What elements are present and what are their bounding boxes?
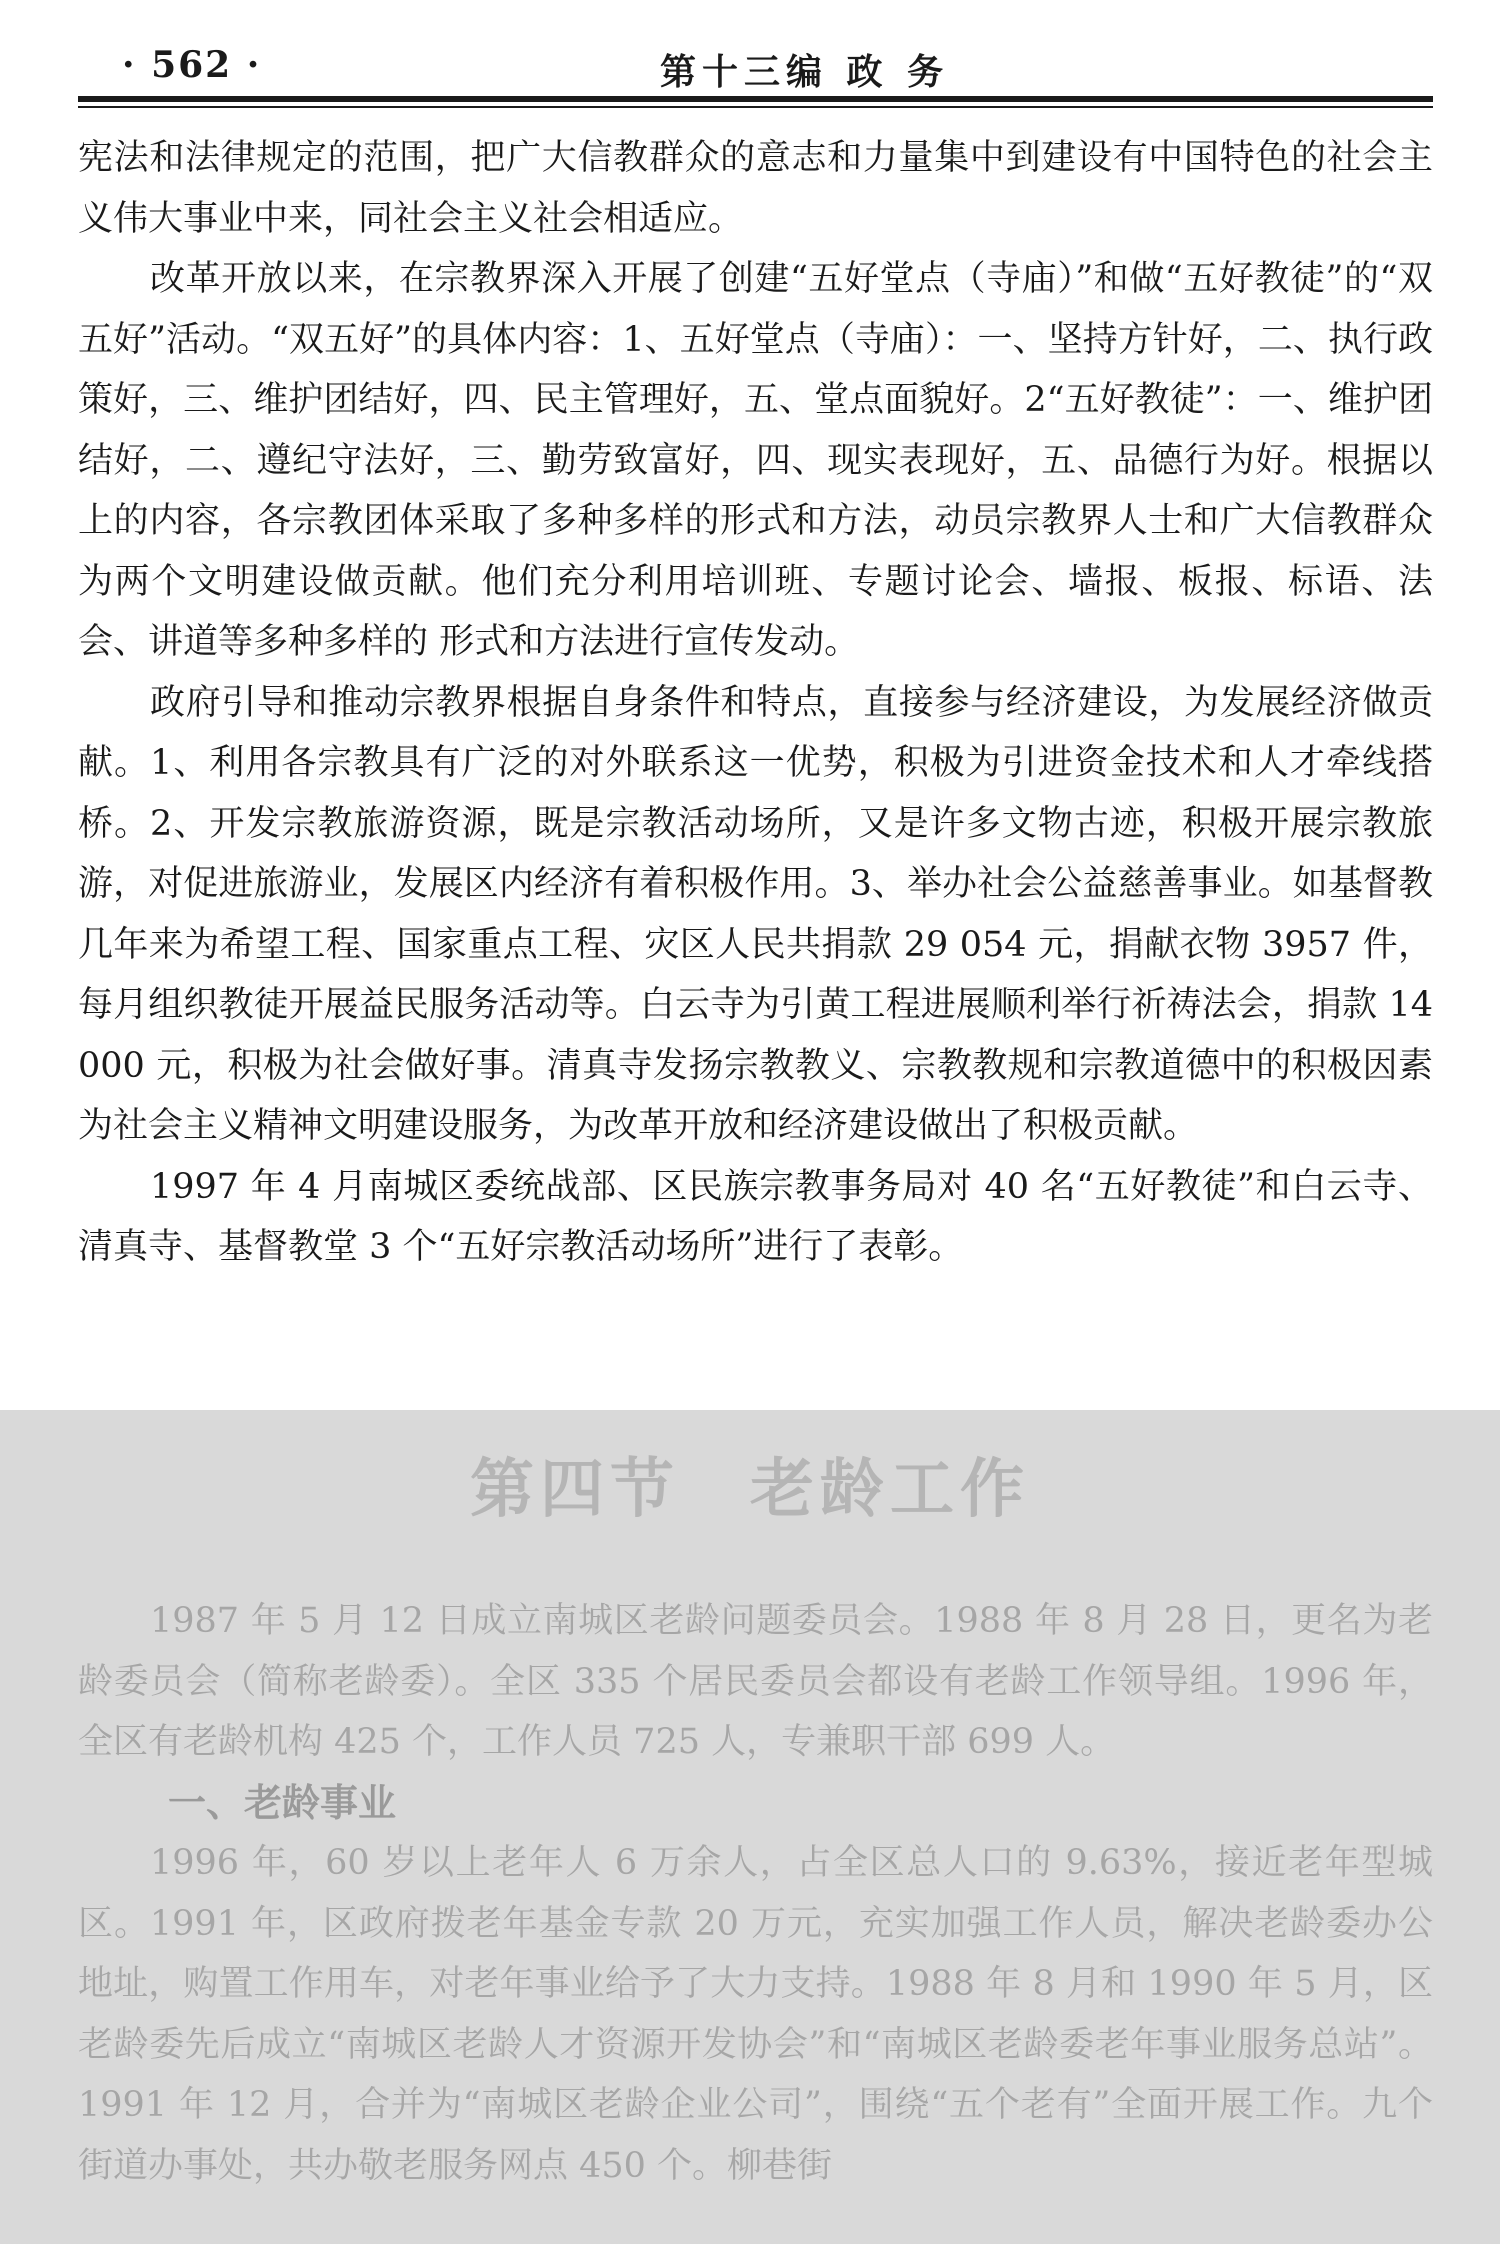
- paragraph: 1987 年 5 月 12 日成立南城区老龄问题委员会。1988 年 8 月 28 日，更名为老龄委员会（简称老龄委）。全区 335 个居民委员会都设有老龄工作领导组。1996 年，全区有老龄机构 425 个，工作人员 725 人，专兼职干部 699 人。: [78, 1601, 1433, 1762]
- page-number: · 562 ·: [122, 44, 262, 86]
- page-header: [78, 38, 1433, 96]
- paragraph: 1996 年，60 岁以上老年人 6 万余人，占全区总人口的 9.63%，接近老年型城区。1991 年，区政府拨老年基金专款 20 万元，充实加强工作人员，解决老龄委办公地址，购置工作用车，对老年事业给予了大力支持。1988 年 8 月和 1990 年 5 月，区老龄委先后成立“南城区老龄人才资源开发协会”和“南城区老龄委老年事业服务总站”。1991 年 12 月，合并为“南城区老龄企业公司”，围绕“五个老有”全面开展工作。九个街道办事处，共办敬老服务网点 450 个。柳巷街: [78, 1843, 1433, 2186]
- paragraph: 改革开放以来，在宗教界深入开展了创建“五好堂点（寺庙）”和做“五好教徒”的“双五好”活动。“双五好”的具体内容：1、五好堂点（寺庙）：一、坚持方针好，二、执行政策好，三、维护团结好，四、民主管理好，五、堂点面貌好。2“五好教徒”：一、维护团结好，二、遵纪守法好，三、勤劳致富好，四、现实表现好，五、品德行为好。根据以上的内容，各宗教团体采取了多种多样的形式和方法，动员宗教界人士和广大信教群众为两个文明建设做贡献。他们充分利用培训班、专题讨论会、墙报、板报、标语、法会、讲道等多种多样的 形式和方法进行宣传发动。: [78, 259, 1433, 662]
- paragraph: 政府引导和推动宗教界根据自身条件和特点，直接参与经济建设，为发展经济做贡献。1、利用各宗教具有广泛的对外联系这一优势，积极为引进资金技术和人才牵线搭桥。2、开发宗教旅游资源，既是宗教活动场所，又是许多文物古迹，积极开展宗教旅游，对促进旅游业，发展区内经济有着积极作用。3、举办社会公益慈善事业。如基督教几年来为希望工程、国家重点工程、灾区人民共捐款 29 054 元，捐献衣物 3957 件，每月组织教徒开展益民服务活动等。白云寺为引黄工程进展顺利举行祈祷法会，捐款 14 000 元，积极为社会做好事。清真寺发扬宗教教义、宗教教规和宗教道德中的积极因素为社会主义精神文明建设服务，为改革开放和经济建设做出了积极贡献。: [78, 682, 1433, 1146]
- running-section-title: 第十三编 政 务: [660, 52, 950, 93]
- header-rule-thick: [78, 96, 1433, 102]
- paragraph: 宪法和法律规定的范围，把广大信教群众的意志和力量集中到建设有中国特色的社会主义伟大事业中来，同社会主义社会相适应。: [78, 138, 1433, 239]
- header-rule-thin: [78, 106, 1433, 108]
- upper-text-block: [78, 128, 1433, 1278]
- subheading: 一、老龄事业: [168, 1780, 397, 1825]
- section4-text-block: [78, 1591, 1433, 2196]
- section-heading: 第四节 老龄工作: [470, 1453, 1030, 1527]
- paragraph: 1997 年 4 月南城区委统战部、区民族宗教事务局对 40 名“五好教徒”和白云寺、清真寺、基督教堂 3 个“五好宗教活动场所”进行了表彰。: [78, 1166, 1433, 1267]
